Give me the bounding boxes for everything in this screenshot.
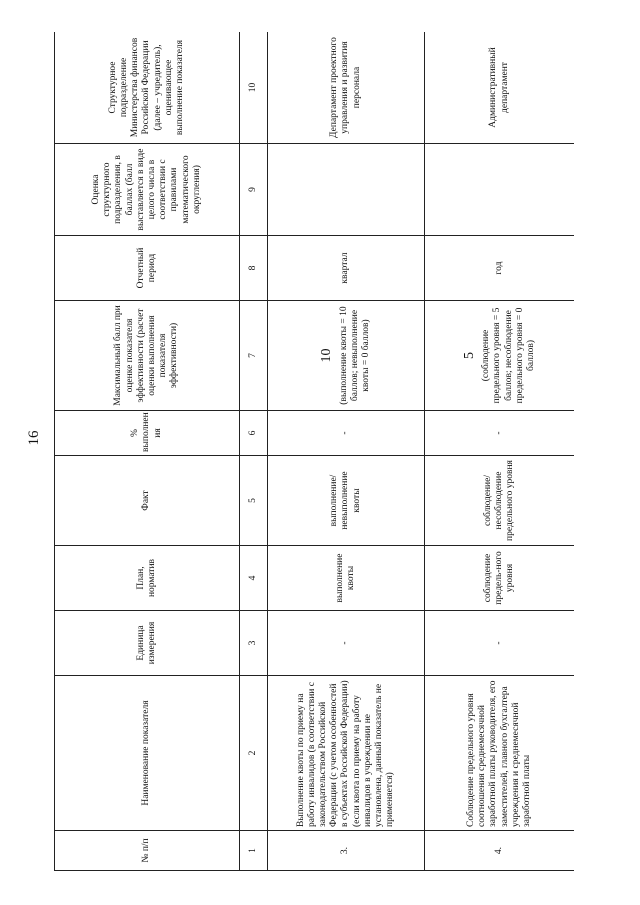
row-number-cell: 4. xyxy=(425,831,575,871)
column-number-cell: 10 xyxy=(240,32,268,144)
header-cell-percent: % выполнен ия xyxy=(55,411,240,456)
header-cell-department: Структурное подразделение Министерства финансов Российской Федерации (далее – учредитель), оценивающее выполнение показателя xyxy=(55,32,240,144)
header-cell-num: № п/п xyxy=(55,831,240,871)
score-cell xyxy=(425,144,575,236)
page-number: 16 xyxy=(25,430,42,446)
header-cell-unit: Единица измерения xyxy=(55,611,240,676)
department-cell: Административный департамент xyxy=(425,32,575,144)
fact-cell: выполнение/ невыполнение квоты xyxy=(268,456,425,546)
department-cell: Департамент проектного управления и развития персонала xyxy=(268,32,425,144)
column-number-cell: 7 xyxy=(240,301,268,411)
unit-cell: - xyxy=(268,611,425,676)
table-row xyxy=(268,32,425,871)
table-container xyxy=(54,32,574,871)
max-score-value: 5 xyxy=(461,352,477,359)
indicator-name-cell: Выполнение квоты по приему на работу инвалидов (в соответствии с законодательством Российской Федерации (с учетом особенностей в субъектах Российской Федерации) (если квота по приему на работу инвалидов в учреждении не установлена, данный показатель не применяется) xyxy=(268,676,425,831)
rotated-table-frame xyxy=(54,32,574,871)
header-cell-plan: План, норматив xyxy=(55,546,240,611)
header-cell-max-score: Максимальный балл при оценке показателя эффективности (расчет оценки выполнения показателя эффективности) xyxy=(55,301,240,411)
percent-cell: - xyxy=(425,411,575,456)
header-row xyxy=(55,32,240,871)
unit-cell: - xyxy=(425,611,575,676)
period-cell: квартал xyxy=(268,236,425,301)
percent-cell: - xyxy=(268,411,425,456)
max-score-detail: (выполнение квоты = 10 баллов; невыполнение квоты = 0 баллов) xyxy=(338,306,372,405)
indicators-table xyxy=(54,32,574,871)
score-cell xyxy=(268,144,425,236)
column-number-cell: 8 xyxy=(240,236,268,301)
fact-cell: соблюдение/ несоблюдение предельного уровня xyxy=(425,456,575,546)
column-number-cell: 5 xyxy=(240,456,268,546)
period-cell: год xyxy=(425,236,575,301)
column-number-cell: 9 xyxy=(240,144,268,236)
max-score-value: 10 xyxy=(319,348,335,363)
indicator-name-cell: Соблюдение предельного уровня соотношения среднемесячной заработной платы руководителя, его заместителей, главного бухгалтера учреждения и среднемесячной заработной платы xyxy=(425,676,575,831)
header-cell-period: Отчетный период xyxy=(55,236,240,301)
row-number-cell: 3. xyxy=(268,831,425,871)
header-cell-name: Наименование показателя xyxy=(55,676,240,831)
plan-cell: соблюдение предель-ного уровня xyxy=(425,546,575,611)
table-row xyxy=(425,32,575,871)
max-score-detail: (соблюдение предельного уровня = 5 баллов; несоблюдение предельного уровня = 0 баллов) xyxy=(481,307,537,404)
header-cell-fact: Факт xyxy=(55,456,240,546)
column-number-cell: 4 xyxy=(240,546,268,611)
max-score-cell xyxy=(425,301,575,411)
column-number-cell: 6 xyxy=(240,411,268,456)
column-number-cell: 3 xyxy=(240,611,268,676)
column-number-row xyxy=(240,32,268,871)
column-number-cell: 1 xyxy=(240,831,268,871)
header-cell-score: Оценка структурного подразделения, в баллах (балл выставляется в виде целого числа в соответствии с правилами математического округления) xyxy=(55,144,240,236)
max-score-cell xyxy=(268,301,425,411)
plan-cell: выполнение квоты xyxy=(268,546,425,611)
column-number-cell: 2 xyxy=(240,676,268,831)
